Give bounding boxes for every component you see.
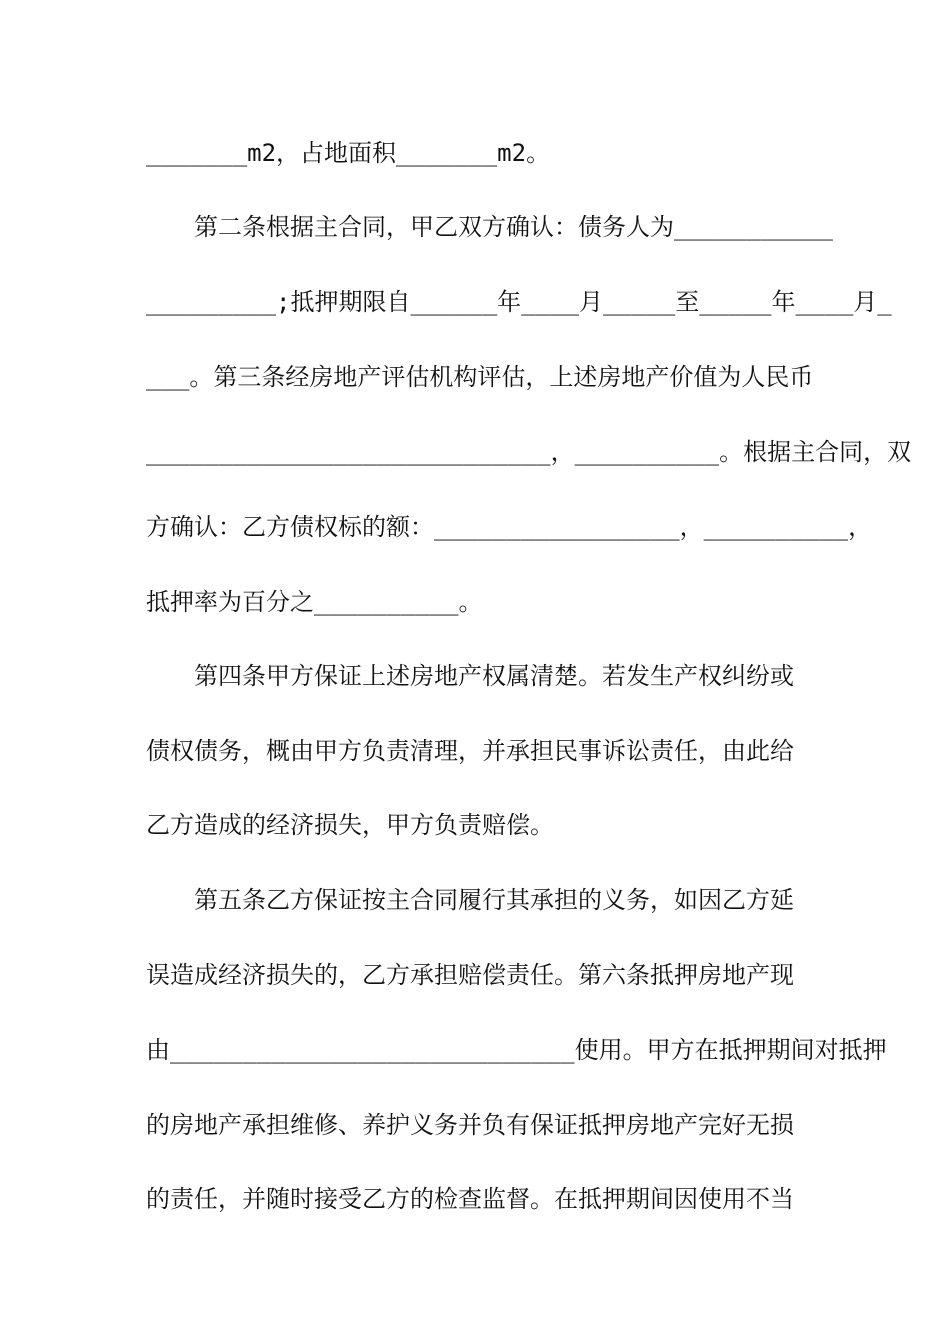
text-line: 的责任，并随时接受乙方的检查监督。在抵押期间因使用不当 xyxy=(146,1185,794,1213)
text-line: 乙方造成的经济损失，甲方负责赔偿。 xyxy=(146,811,554,839)
text-line: 的房地产承担维修、养护义务并负有保证抵押房地产完好无损 xyxy=(146,1111,794,1139)
text-line: ___。第三条经房地产评估机构评估，上述房地产价值为人民币 xyxy=(146,363,814,391)
text-line: 第四条甲方保证上述房地产权属清楚。若发生产权纠纷或 xyxy=(194,662,794,690)
text-line: 债权债务，概由甲方负责清理，并承担民事诉讼责任，由此给 xyxy=(146,737,794,765)
text-line: _________;抵押期限自______年____月_____至_____年____月_ xyxy=(146,288,892,316)
text-line: 第二条根据主合同，甲乙双方确认：债务人为___________ xyxy=(194,213,833,241)
text-line: 方确认：乙方债权标的额：_________________，__________， xyxy=(146,513,873,541)
text-line: 由____________________________使用。甲方在抵押期间对抵押 xyxy=(146,1036,887,1064)
text-line: 抵押率为百分之__________。 xyxy=(146,588,483,616)
text-line: 误造成经济损失的，乙方承担赔偿责任。第六条抵押房地产现 xyxy=(146,961,794,989)
text-line: 第五条乙方保证按主合同履行其承担的义务，如因乙方延 xyxy=(194,886,794,914)
text-line: _______m2，占地面积_______m2。 xyxy=(146,139,551,167)
text-line: ____________________________，__________。根据主合同，双 xyxy=(146,438,912,466)
